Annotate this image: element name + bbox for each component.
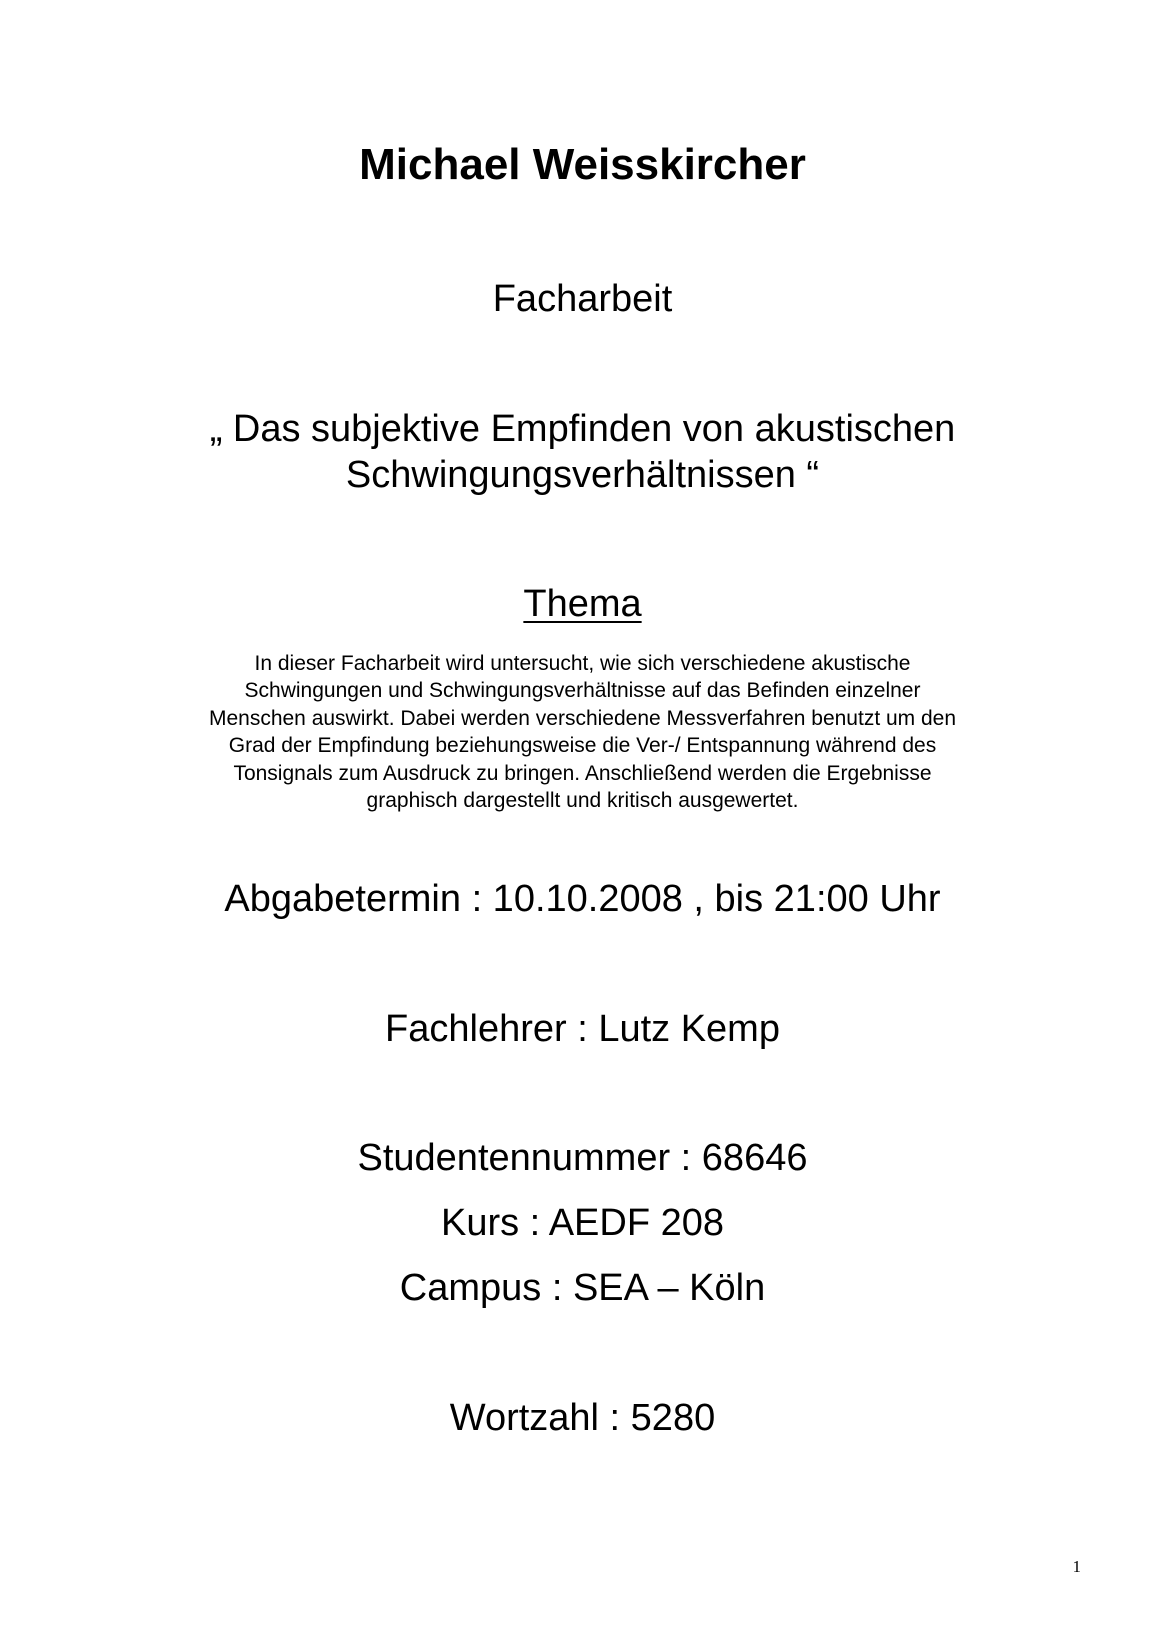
abstract-line: In dieser Facharbeit wird untersucht, wie sich verschiedene akustische — [254, 652, 911, 675]
campus-name: Campus : SEA – Köln — [399, 1267, 766, 1309]
thema-heading-text: Thema — [523, 583, 642, 625]
abstract-line: Grad der Empfindung beziehungsweise die Ver-/ Entspannung während des — [228, 734, 937, 758]
student-number: Studentennummer : 68646 — [357, 1137, 808, 1179]
document-type: Facharbeit — [492, 278, 673, 320]
teacher-name: Fachlehrer : Lutz Kemp — [385, 1008, 780, 1050]
abstract-paragraph — [150, 650, 1015, 814]
abstract-line: Schwingungen und Schwingungsverhältnisse auf das Befinden einzelner — [244, 679, 921, 703]
title-line-2: Schwingungsverhältnissen “ — [345, 454, 820, 496]
abstract-line: Tonsignals zum Ausdruck zu bringen. Anschließend werden die Ergebnisse — [233, 761, 932, 785]
author-name: Michael Weisskircher — [359, 140, 806, 189]
word-count: Wortzahl : 5280 — [449, 1397, 716, 1439]
title-line-1: „ Das subjektive Empfinden von akustischen — [209, 408, 956, 450]
page-number: 1 — [1072, 1557, 1081, 1576]
course-code: Kurs : AEDF 208 — [440, 1202, 724, 1244]
thema-heading — [0, 585, 1165, 623]
submission-deadline: Abgabetermin : 10.10.2008 , bis 21:00 Uhr — [224, 878, 941, 920]
abstract-line: Menschen auswirkt. Dabei werden verschiedene Messverfahren benutzt um den — [208, 706, 957, 730]
abstract-line: graphisch dargestellt und kritisch ausgewertet. — [366, 789, 799, 813]
